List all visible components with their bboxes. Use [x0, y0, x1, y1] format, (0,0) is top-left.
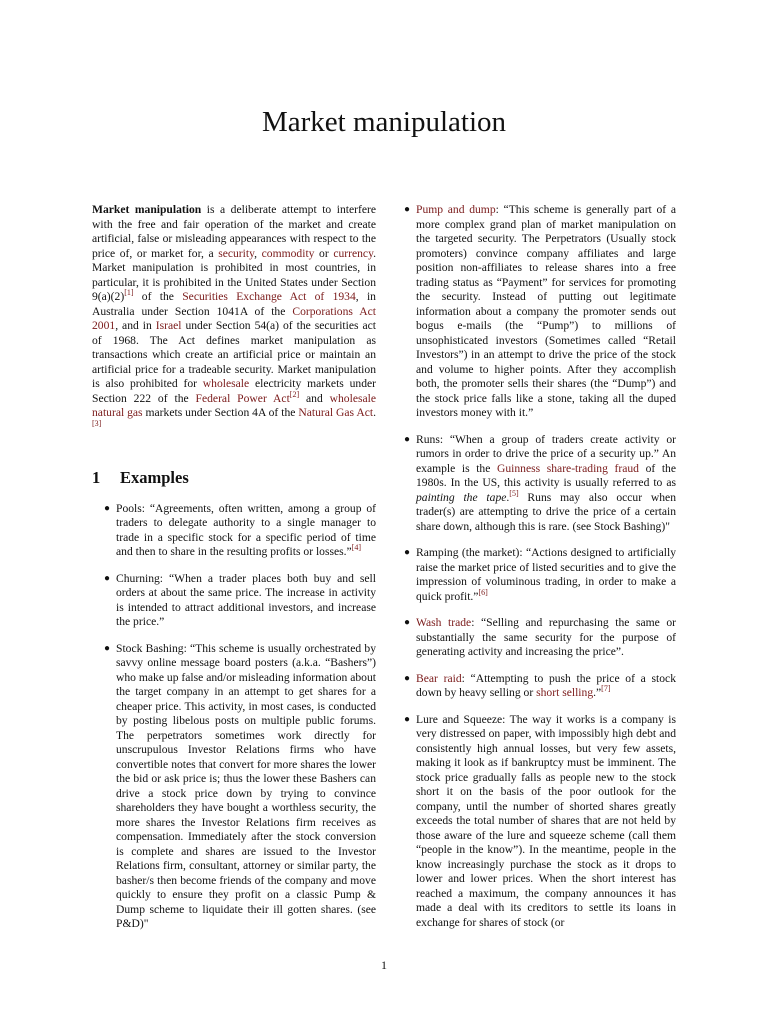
- intro-text: of the: [133, 290, 183, 303]
- intro-lead: Market manipulation: [92, 203, 202, 216]
- bullet-icon: ●: [104, 642, 111, 654]
- list-item-churning: [92, 572, 376, 630]
- bullet-icon: ●: [404, 672, 411, 684]
- link-bear-raid[interactable]: Bear raid: [416, 671, 462, 685]
- link-wholesale-natural-gas[interactable]: wholesale natural gas: [92, 391, 376, 419]
- link-corporations-act[interactable]: Corporations Act 2001: [92, 304, 376, 332]
- list-item-text: Pools: “Agreements, often written, among a group of traders to delegate authority to a single manager to trade in a specific stock for a specific period of time and then to share in the resulting profits or losses.”: [116, 501, 376, 558]
- intro-text: markets under Section 4A of the: [142, 406, 299, 419]
- link-securities-exchange-act[interactable]: Securities Exchange Act of 1934: [182, 290, 356, 303]
- link-commodity[interactable]: commodity: [261, 246, 315, 260]
- link-pump-and-dump[interactable]: Pump and dump: [416, 203, 496, 216]
- bullet-icon: ●: [404, 713, 411, 725]
- ref-6[interactable]: [6]: [478, 587, 488, 597]
- list-item-text: : “This scheme is generally part of a more complex grand plan of market manipulation on the targeted security. The Perpetrators (Usually stock promoters) convince company affiliates and large position non-affiliates to release shares into a free trading status as “Payment” for services for promoting the security. Instead of putting out legitimate information about a company the promoter sends out bogus e-mails (the “Pump”) to millions of unsophisticated investors (Sometimes called “Retail Investors”) in an attempt to drive the price of the stock and volume to higher points. After they accomplish both, the promoter sells their shares (the “Dump”) and the stock price falls like a stone, taking all the duped investors money with it.”: [416, 203, 676, 419]
- intro-paragraph: [92, 203, 376, 435]
- list-item-ramping: [392, 546, 676, 604]
- list-item-stock-bashing: [92, 642, 376, 932]
- list-item-pump-and-dump: [392, 203, 676, 421]
- bullet-icon: ●: [404, 547, 411, 558]
- bullet-icon: ●: [104, 502, 111, 514]
- link-short-selling[interactable]: short selling: [536, 686, 594, 699]
- list-item-text: Runs may also occur when trader(s) are attempting to drive the price of a certain share down, although this is rare. (see Stock Bashing)": [416, 490, 676, 533]
- page-number: 1: [381, 958, 387, 972]
- list-item-text: Ramping (the market): “Actions designed to artificially raise the market price of listed securities and to give the impression of voluminous trading, in order to make a quick profit.”: [416, 546, 676, 603]
- list-item-text: : “Attempting to push the price of a stock down by heavy selling or: [416, 671, 676, 699]
- list-item-pools: [92, 502, 376, 560]
- link-wholesale[interactable]: wholesale: [202, 377, 250, 390]
- intro-text: .: [373, 406, 376, 419]
- examples-list-left: [92, 502, 376, 932]
- examples-list-right: [392, 203, 676, 930]
- intro-text: , and in: [115, 319, 156, 332]
- page-title: Market manipulation: [261, 106, 507, 138]
- link-guinness-fraud[interactable]: Guinness share-trading fraud: [496, 461, 639, 475]
- section-title: Examples: [120, 468, 189, 487]
- section-heading-examples: [92, 468, 376, 487]
- ref-7[interactable]: [7]: [601, 684, 611, 694]
- intro-text: , in Australia under Section 1041A of the: [92, 290, 376, 318]
- intro-text: is a deliberate attempt to interfere with the free and fair operation of the market and create artificial, false or misleading appearances with respect to the price of, or market for, a: [92, 203, 376, 260]
- section-number: 1: [92, 468, 101, 487]
- bullet-icon: ●: [404, 617, 411, 628]
- intro-text: and: [299, 391, 330, 405]
- intro-text: under Section 54(a) of the securities act of 1968. The Act defines market manipulation as transactions which create an artificial price or maintain an artificial price for a tradeable security. Market manipulation is also prohibited for: [92, 319, 376, 390]
- list-item-text: Churning: “When a trader places both buy and sell orders at about the same price. The increase in activity is intended to attract additional investors, and increase the price.”: [116, 571, 376, 628]
- intro-text: ,: [254, 246, 262, 260]
- ref-4[interactable]: [4]: [351, 543, 362, 553]
- list-item-bear-raid: [392, 672, 676, 701]
- list-item-lure-and-squeeze: [392, 713, 676, 931]
- intro-text: electricity markets under Section 222 of the: [92, 377, 377, 405]
- list-item-text: Lure and Squeeze: The way it works is a company is very distressed on paper, with impossibly high debt and consistently high annual losses, but very few assets, making it look as if bankruptcy must be imminent. The stock price gradually falls as people new to the stock short it on the basis of the poor outlook for the company, until the number of shorted shares greatly exceeds the total number of shares that are not held by those aware of the lure and squeeze scheme (call them “people in the know”). In the meantime, people in the know increasingly purchase the stock as it drops to lower and lower prices. When the short interest has reached a maximum, the company announces it has made a deal with its creditors to settle its loans in exchange for shares of stock (or: [416, 712, 676, 929]
- list-item-runs: [392, 433, 676, 535]
- link-security[interactable]: security: [218, 246, 255, 260]
- list-item-text: Stock Bashing: “This scheme is usually orchestrated by savvy online message board posters (a.k.a. “Bashers”) who make up false and/or misleading information about the target company in an attempt to get shares for a cheaper price. This activity, in most cases, is conducted by posting libelous posts on multiple public forums. The perpetrators sometimes work directly for unscrupulous Investor Relations firms who have convertible notes that convert for more shares the lower the bid or ask price is; thus the lower these Bashers can drive a stock price down by trying to convince shareholders they have bought a worthless security, the more shares the Investor Relations firm receives as compensation. Immediately after the stock conversion is complete and shares are issued to the Investor Relations firm, consultant, attorney or similar party, the basher/s then become friends of the company and move quickly to ensure they profit on a classic Pump & Dump scheme to liquidate their ill gotten shares. (see P&D)": [116, 641, 376, 930]
- bullet-icon: ●: [104, 572, 111, 584]
- left-column: [92, 203, 376, 944]
- bullet-icon: ●: [404, 433, 411, 445]
- intro-text: . Market manipulation is prohibited in most countries, in particular, it is prohibited in the United States under Section 9(a)(2): [92, 246, 377, 303]
- list-item-text: .”: [593, 686, 602, 699]
- list-item-text: .: [506, 490, 510, 504]
- ref-3[interactable]: [3]: [92, 418, 102, 428]
- link-wash-trade[interactable]: Wash trade: [416, 616, 472, 629]
- link-federal-power-act[interactable]: Federal Power Act: [195, 391, 290, 405]
- list-item-text: : “Selling and repurchasing the same or substantially the same security for the purpose of generating activity and increasing the price”.: [416, 616, 676, 658]
- ref-2[interactable]: [2]: [289, 389, 300, 399]
- link-natural-gas-act[interactable]: Natural Gas Act: [298, 406, 374, 419]
- right-column: [392, 203, 676, 942]
- bullet-icon: ●: [404, 204, 411, 215]
- intro-text: or: [314, 246, 334, 260]
- link-currency[interactable]: currency: [333, 246, 374, 260]
- list-item-wash-trade: [392, 616, 676, 660]
- list-item-text: Runs: “When a group of traders create activity or rumors in order to drive the price of a security up.” An example is the: [416, 432, 676, 475]
- ref-1[interactable]: [1]: [124, 288, 134, 298]
- list-item-text: of the 1980s. In the US, this activity is usually referred to as: [416, 461, 676, 489]
- list-item-emphasis: painting the tape: [416, 490, 507, 504]
- link-israel[interactable]: Israel: [155, 319, 182, 332]
- ref-5[interactable]: [5]: [509, 488, 519, 498]
